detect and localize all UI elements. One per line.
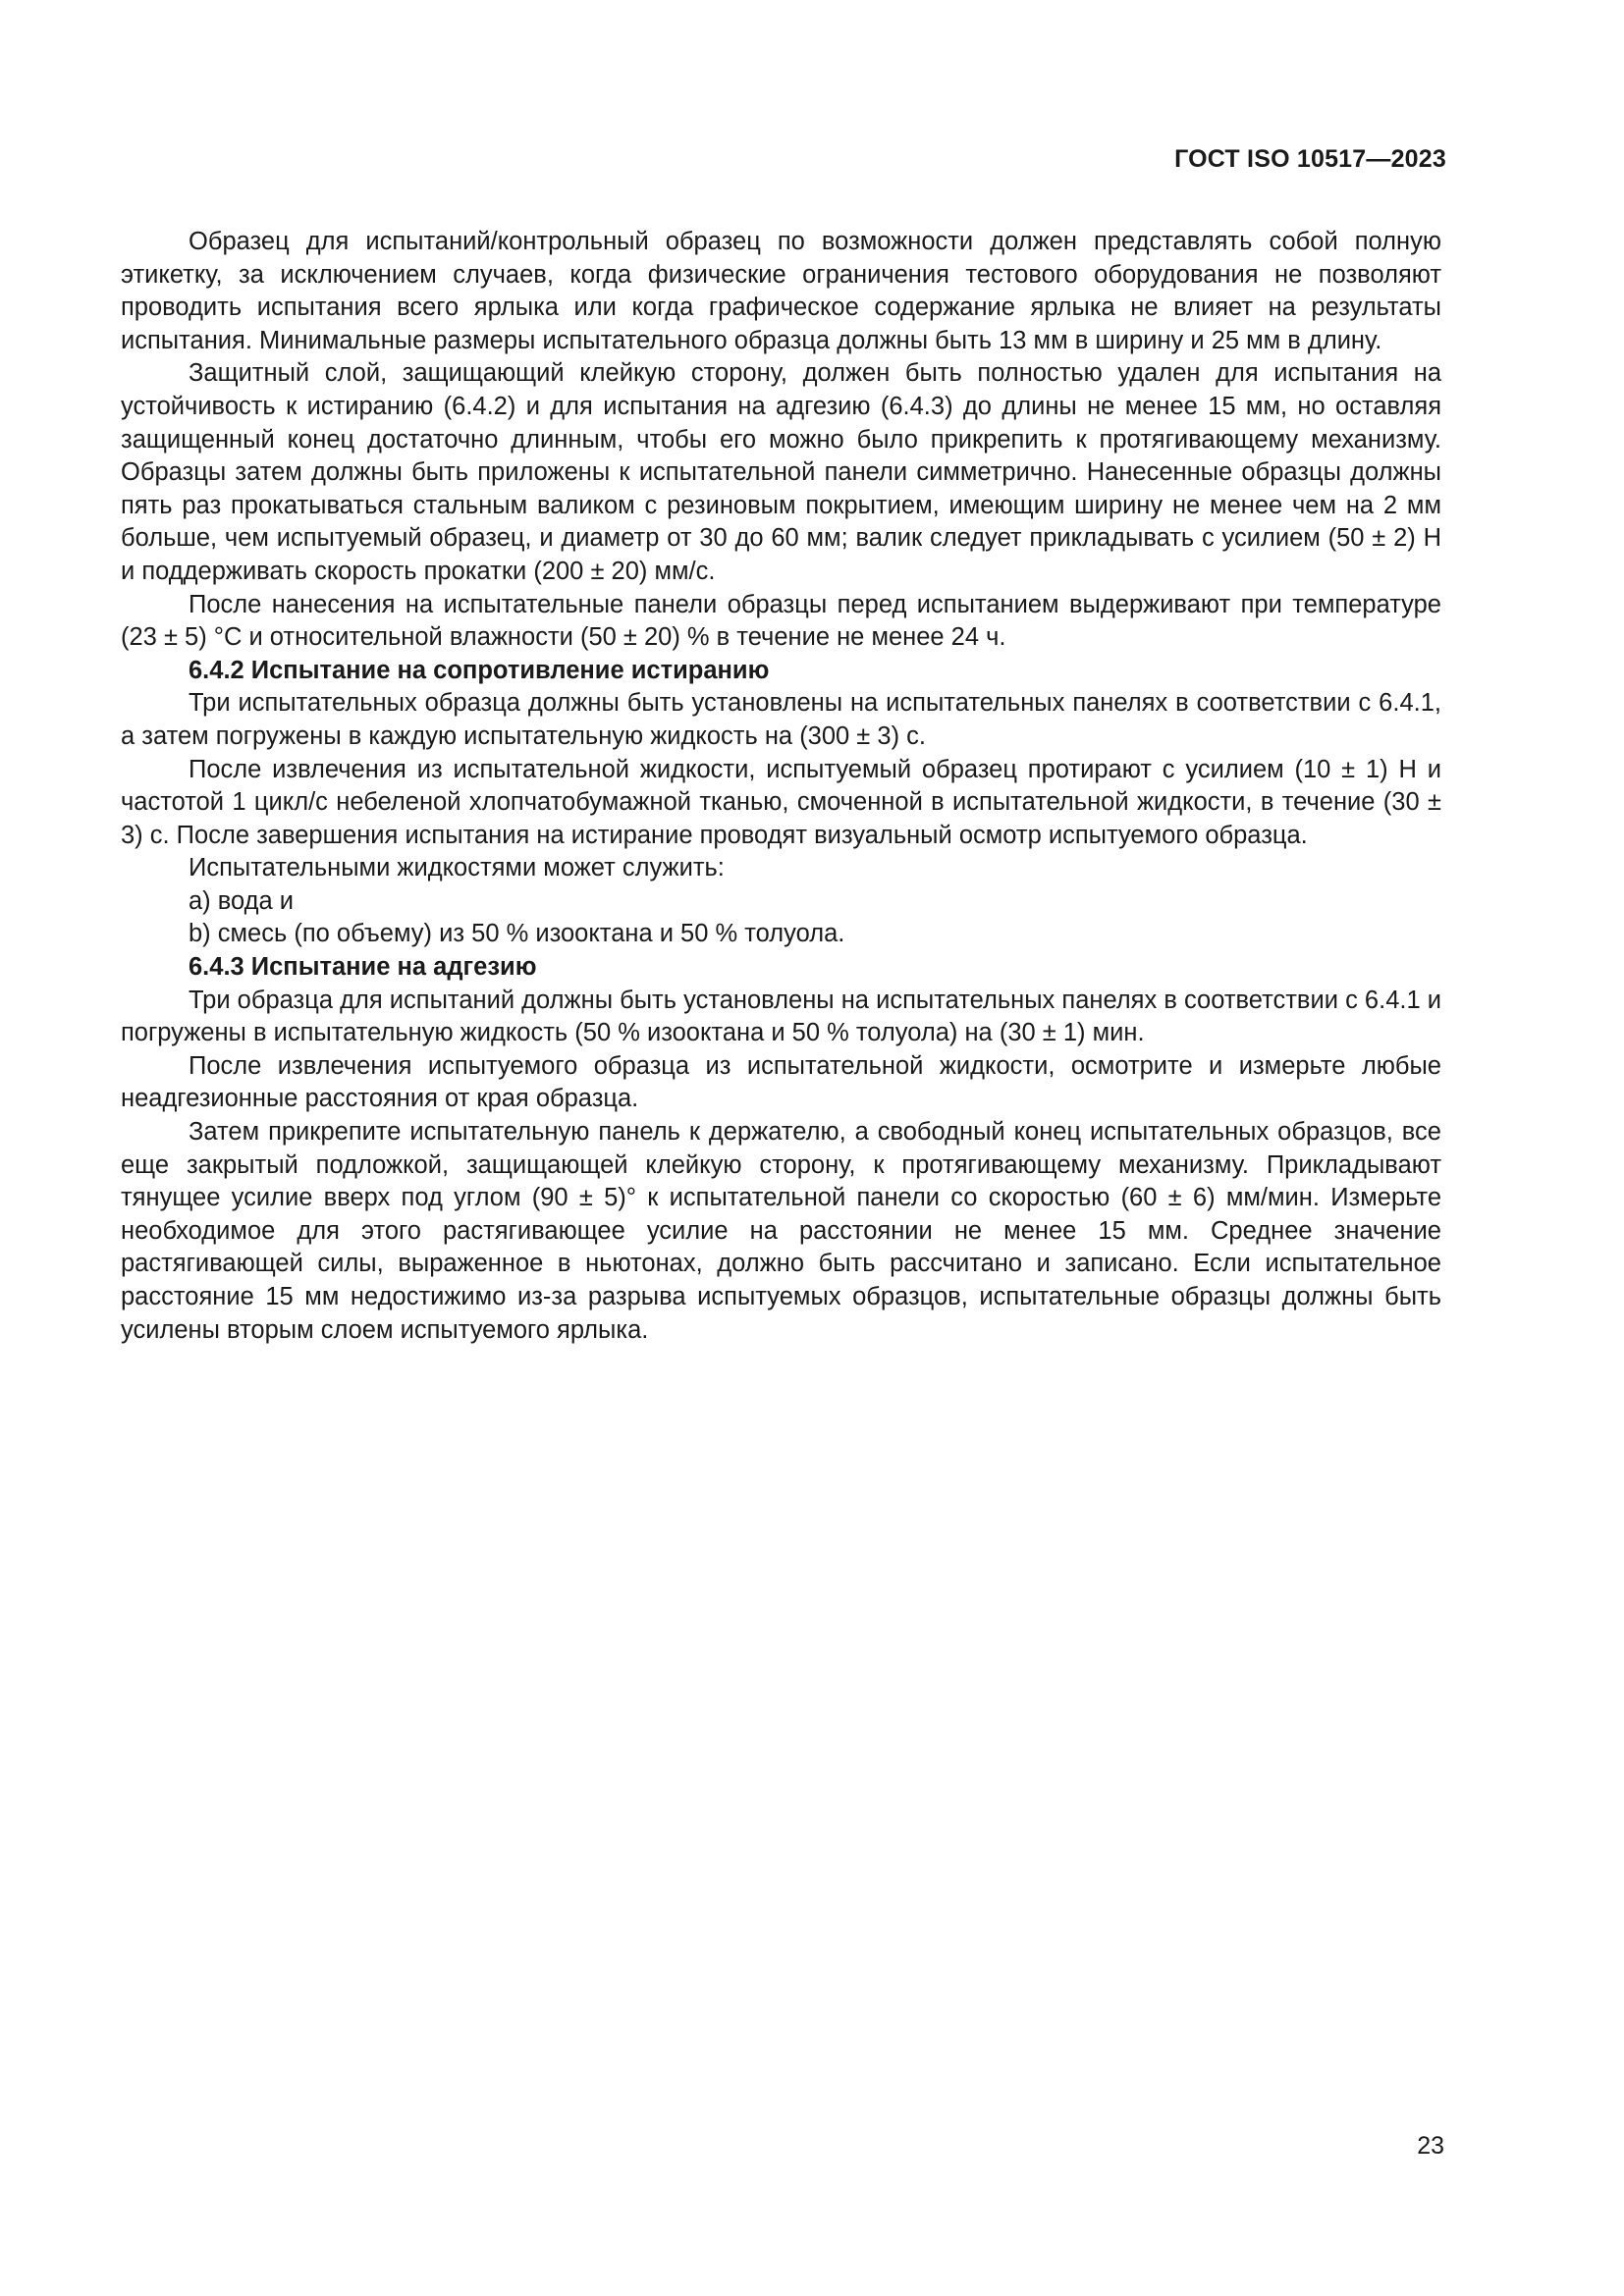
paragraph: Образец для испытаний/контрольный образец по возможности должен представлять собой полную этикетку, за исключением случаев, когда физические ограничения тестового оборудования не позволяют проводить испытания всего ярлыка или когда графическое содержание ярлыка не влияет на результаты испытания. Минимальные размеры испытательного образца должны быть 13 мм в ширину и 25 мм в длину. [121, 228, 1441, 354]
section-heading-6-4-3: 6.4.3 Испытание на адгезию [189, 953, 537, 982]
paragraph: Три образца для испытаний должны быть установлены на испытательных панелях в соответствии с 6.4.1 и погружены в испытательную жидкость (50 % изооктана и 50 % толуола) на (30 ± 1) мин. [121, 986, 1441, 1047]
document-header: ГОСТ ISO 10517—2023 [1174, 145, 1446, 173]
list-item: a) вода и [189, 886, 295, 915]
section-heading-6-4-2: 6.4.2 Испытание на сопротивление истиранию [189, 656, 770, 684]
document-body [121, 226, 1441, 1347]
paragraph: Защитный слой, защищающий клейкую сторону, должен быть полностью удален для испытания на устойчивость к истиранию (6.4.2) и для испытания на адгезию (6.4.3) до длины не менее 15 мм, но оставляя защищенный конец достаточно длинным, чтобы его можно было прикрепить к протягивающему механизму. Образцы затем должны быть приложены к испытательной панели симметрично. Нанесенные образцы должны пять раз прокатываться стальным валиком с резиновым покрытием, имеющим ширину не менее чем на 2 мм больше, чем испытуемый образец, и диаметр от 30 до 60 мм; валик следует прикладывать с усилием (50 ± 2) Н и поддерживать скорость прокатки (200 ± 20) мм/с. [121, 359, 1441, 585]
paragraph: Затем прикрепите испытательную панель к держателю, а свободный конец испытательных образцов, все еще закрытый подложкой, защищающей клейкую сторону, к протягивающему механизму. Прикладывают тянущее усилие вверх под углом (90 ± 5)° к испытательной панели со скоростью (60 ± 6) мм/мин. Измерьте необходимое для этого растягивающее усилие на расстоянии не менее 15 мм. Среднее значение растягивающей силы, выраженное в ньютонах, должно быть рассчитано и записано. Если испытательное расстояние 15 мм недостижимо из-за разрыва испытуемых образцов, испытательные образцы должны быть усилены вторым слоем испытуемого ярлыка. [121, 1118, 1441, 1344]
paragraph: После извлечения испытуемого образца из испытательной жидкости, осмотрите и измерьте любые неадгезионные расстояния от края образца. [121, 1051, 1441, 1113]
paragraph: После извлечения из испытательной жидкости, испытуемый образец протирают с усилием (10 ± 1) Н и частотой 1 цикл/с небеленой хлопчатобумажной тканью, смоченной в испытательной жидкости, в течение (30 ± 3) с. После завершения испытания на истирание проводят визуальный осмотр испытуемого образца. [121, 755, 1441, 849]
paragraph: Три испытательных образца должны быть установлены на испытательных панелях в соответствии с 6.4.1, а затем погружены в каждую испытательную жидкость на (300 ± 3) с. [121, 689, 1441, 750]
page-number: 23 [1417, 2132, 1444, 2160]
paragraph: Испытательными жидкостями может служить: [189, 854, 725, 882]
list-item: b) смесь (по объему) из 50 % изооктана и 50 % толуола. [189, 920, 845, 948]
paragraph: После нанесения на испытательные панели образцы перед испытанием выдерживают при температуре (23 ± 5) °С и относительной влажности (50 ± 20) % в течение не менее 24 ч. [121, 590, 1441, 652]
